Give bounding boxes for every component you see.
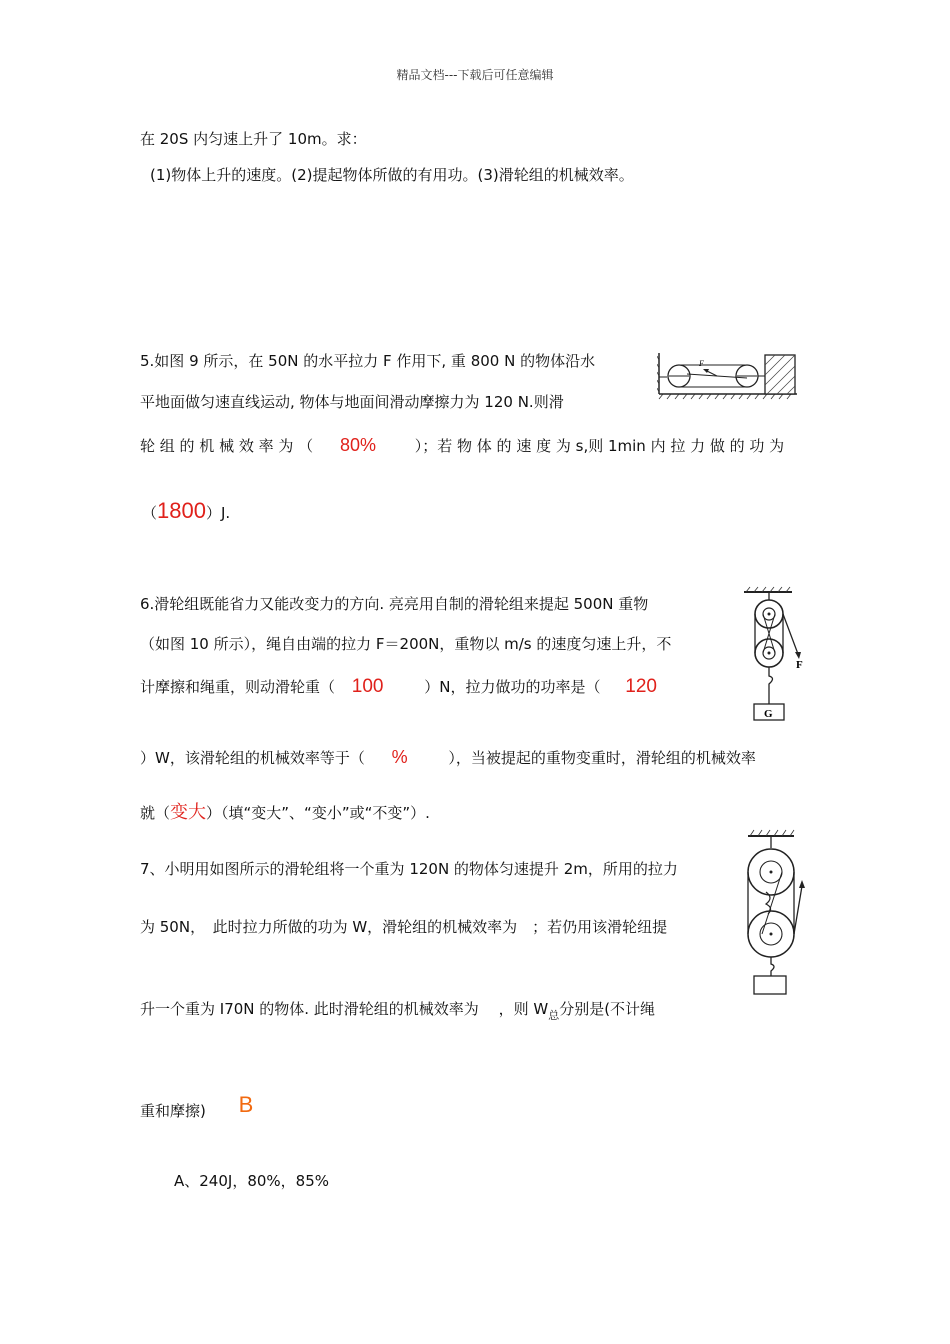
q6-line5-text-b: ）（填“变大”、“变小”或“不变”）. — [206, 804, 430, 822]
q6-answer-efficiency: % — [391, 747, 408, 767]
q5-line3-text-a: 轮 组 的 机 械 效 率 为 （ — [140, 437, 314, 455]
q7-line4-text: 重和摩擦) — [140, 1102, 206, 1120]
figure-10-weight-label: G — [764, 708, 773, 720]
figure-10-pulley-system — [740, 586, 810, 724]
q5-answer-work: 1800 — [157, 498, 206, 523]
q7-line2: 为 50N， 此时拉力所做的功为 W，滑轮组的机械效率为 ；若仍用该滑轮纽提 — [140, 918, 668, 936]
q6-line1: 6.滑轮组既能省力又能改变力的方向. 亮亮用自制的滑轮组来提起 500N 重物 — [140, 595, 649, 613]
figure-q7-pulley-system — [744, 828, 814, 998]
figure-9-horizontal-pulley — [657, 352, 799, 402]
q5-line3-text-b: ）；若 物 体 的 速 度 为 s,则 1min 内 拉 力 做 的 功 为 — [414, 437, 785, 455]
q7-line3-text-b: 分别是(不计绳 — [559, 1000, 656, 1018]
q6-line5-text-a: 就（ — [140, 804, 171, 822]
q7-subscript-total: 总 — [548, 1009, 560, 1022]
prev-question-line2: (1)物体上升的速度。(2)提起物体所做的有用功。(3)滑轮组的机械效率。 — [150, 166, 634, 184]
q6-line3-text-a: 计摩擦和绳重，则动滑轮重（ — [140, 678, 336, 696]
prev-question-line1: 在 20S 内匀速上升了 10m。求： — [140, 130, 367, 148]
q5-line3 — [140, 435, 784, 456]
q5-open-paren: （ — [142, 504, 158, 522]
q5-line1: 5.如图 9 所示，在 50N 的水平拉力 F 作用下, 重 800 N 的物体沿水 — [140, 352, 596, 370]
q6-line3-text-b: ）N，拉力做功的功率是（ — [424, 678, 601, 696]
q5-answer-efficiency: 80% — [339, 435, 376, 455]
q6-line4 — [140, 747, 756, 768]
q6-answer-power: 120 — [625, 676, 657, 697]
q7-option-a: A、240J，80%，85% — [174, 1172, 329, 1190]
q6-line3 — [140, 676, 657, 698]
q7-answer: B — [238, 1092, 254, 1117]
figure-9-force-label: F — [699, 359, 704, 368]
q5-close-paren: ）J. — [205, 504, 231, 522]
q6-answer-change: 变大 — [170, 802, 207, 822]
q6-line4-text-b: ），当被提起的重物变重时，滑轮组的机械效率 — [448, 749, 756, 767]
q6-answer-pulley-weight: 100 — [351, 676, 384, 697]
q5-line2: 平地面做匀速直线运动, 物体与地面间滑动摩擦力为 120 N.则滑 — [140, 393, 564, 411]
q7-line3-text-a: 升一个重为 I70N 的物体. 此时滑轮组的机械效率为 ，则 W — [140, 1000, 549, 1018]
figure-10-force-label: F — [796, 659, 803, 671]
q7-line4 — [140, 1092, 254, 1122]
q7-line3 — [140, 998, 656, 1022]
q5-line4 — [142, 498, 230, 524]
q6-line2: （如图 10 所示），绳自由端的拉力 F＝200N，重物以 m/s 的速度匀速上升，不 — [140, 635, 672, 653]
q7-line1: 7、小明用如图所示的滑轮组将一个重为 120N 的物体匀速提升 2m，所用的拉力 — [140, 860, 678, 878]
q6-line4-text-a: ）W，该滑轮组的机械效率等于（ — [140, 749, 365, 767]
q6-line5 — [140, 798, 430, 824]
page-header: 精品文档---下载后可任意编辑 — [396, 68, 554, 82]
